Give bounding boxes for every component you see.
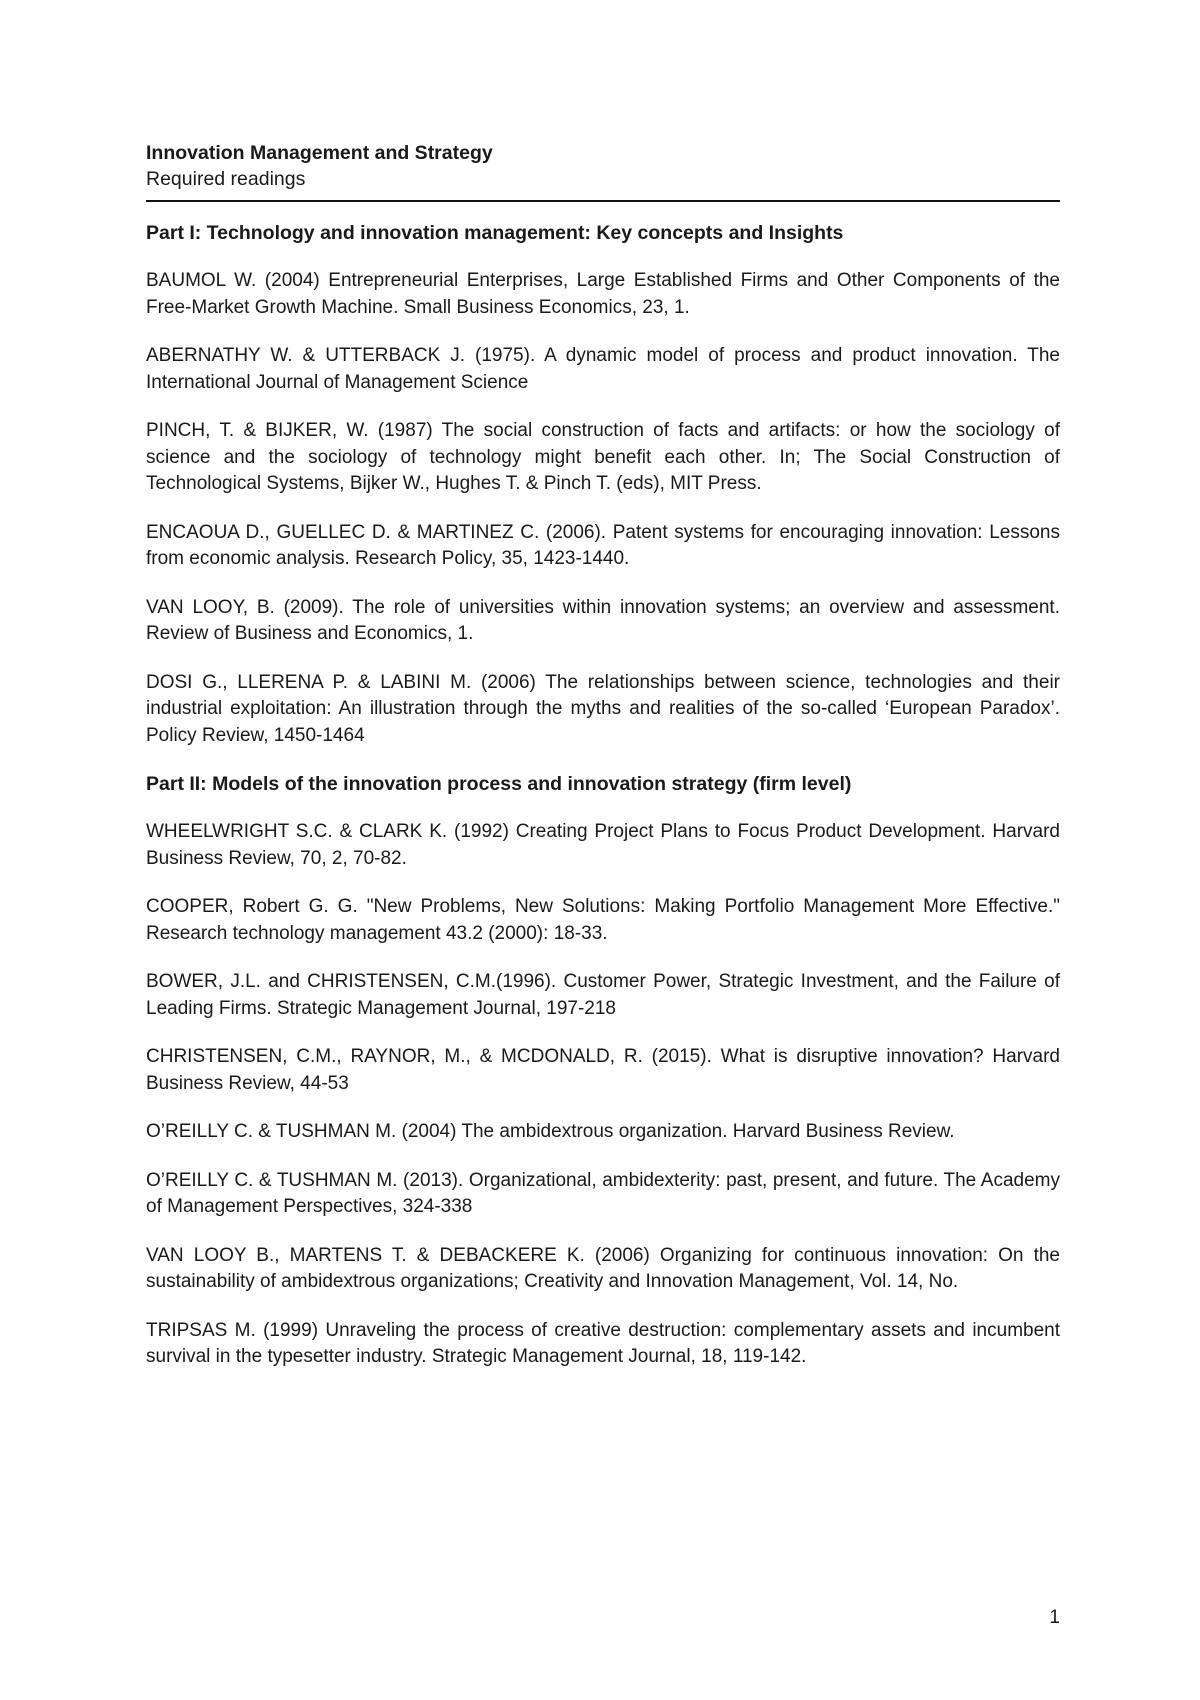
document-title: Innovation Management and Strategy (146, 142, 493, 164)
document-page (146, 140, 1060, 1371)
reference-item: TRIPSAS M. (1999) Unraveling the process of creative destruction: complementary assets and incumbent survival in the typesetter industry. Strategic Management Journal, 18, 119-142. (146, 1319, 1060, 1367)
reference-item: COOPER, Robert G. G. "New Problems, New Solutions: Making Portfolio Management More Effective." Research technology management 43.2 (2000): 18-33. (146, 896, 1060, 944)
part-1-heading: Part I: Technology and innovation management: Key concepts and Insights (146, 222, 844, 244)
reference-item: VAN LOOY, B. (2009). The role of universities within innovation systems; an overview and assessment. Review of Business and Economics, 1. (146, 596, 1060, 644)
reference-item: ABERNATHY W. & UTTERBACK J. (1975). A dynamic model of process and product innovation. The International Journal of Management Science (146, 345, 1060, 393)
reference-item: CHRISTENSEN, C.M., RAYNOR, M., & MCDONALD, R. (2015). What is disruptive innovation? Harvard Business Review, 44-53 (146, 1046, 1060, 1094)
reference-item: WHEELWRIGHT S.C. & CLARK K. (1992) Creating Project Plans to Focus Product Development. Harvard Business Review, 70, 2, 70-82. (146, 821, 1060, 869)
part-2-heading: Part II: Models of the innovation process and innovation strategy (firm level) (146, 773, 852, 795)
reference-item: VAN LOOY B., MARTENS T. & DEBACKERE K. (2006) Organizing for continuous innovation: On the sustainability of ambidextrous organizations; Creativity and Innovation Management, Vol. 14, No. (146, 1244, 1060, 1292)
reference-item: BOWER, J.L. and CHRISTENSEN, C.M.(1996). Customer Power, Strategic Investment, and the Failure of Leading Firms. Strategic Management Journal, 197-218 (146, 971, 1060, 1019)
header-divider (146, 200, 1060, 202)
page-number: 1 (1049, 1607, 1060, 1628)
reference-item: PINCH, T. & BIJKER, W. (1987) The social construction of facts and artifacts: or how the sociology of science and the sociology of technology might benefit each other. In; The Social Construction of Technological Systems, Bijker W., Hughes T. & Pinch T. (eds), MIT Press. (146, 420, 1060, 494)
document-subtitle: Required readings (146, 168, 306, 190)
reference-item: O’REILLY C. & TUSHMAN M. (2013). Organizational, ambidexterity: past, present, and future. The Academy of Management Perspectives, 324-338 (146, 1169, 1060, 1217)
reference-item: ENCAOUA D., GUELLEC D. & MARTINEZ C. (2006). Patent systems for encouraging innovation: Lessons from economic analysis. Research Policy, 35, 1423-1440. (146, 521, 1060, 569)
reference-item: O’REILLY C. & TUSHMAN M. (2004) The ambidextrous organization. Harvard Business Review. (146, 1121, 955, 1142)
reference-item: BAUMOL W. (2004) Entrepreneurial Enterprises, Large Established Firms and Other Components of the Free-Market Growth Machine. Small Business Economics, 23, 1. (146, 270, 1060, 318)
reference-item: DOSI G., LLERENA P. & LABINI M. (2006) The relationships between science, technologies and their industrial exploitation: An illustration through the myths and realities of the so-called ‘European Paradox’. Policy Review, 1450-1464 (146, 671, 1060, 746)
